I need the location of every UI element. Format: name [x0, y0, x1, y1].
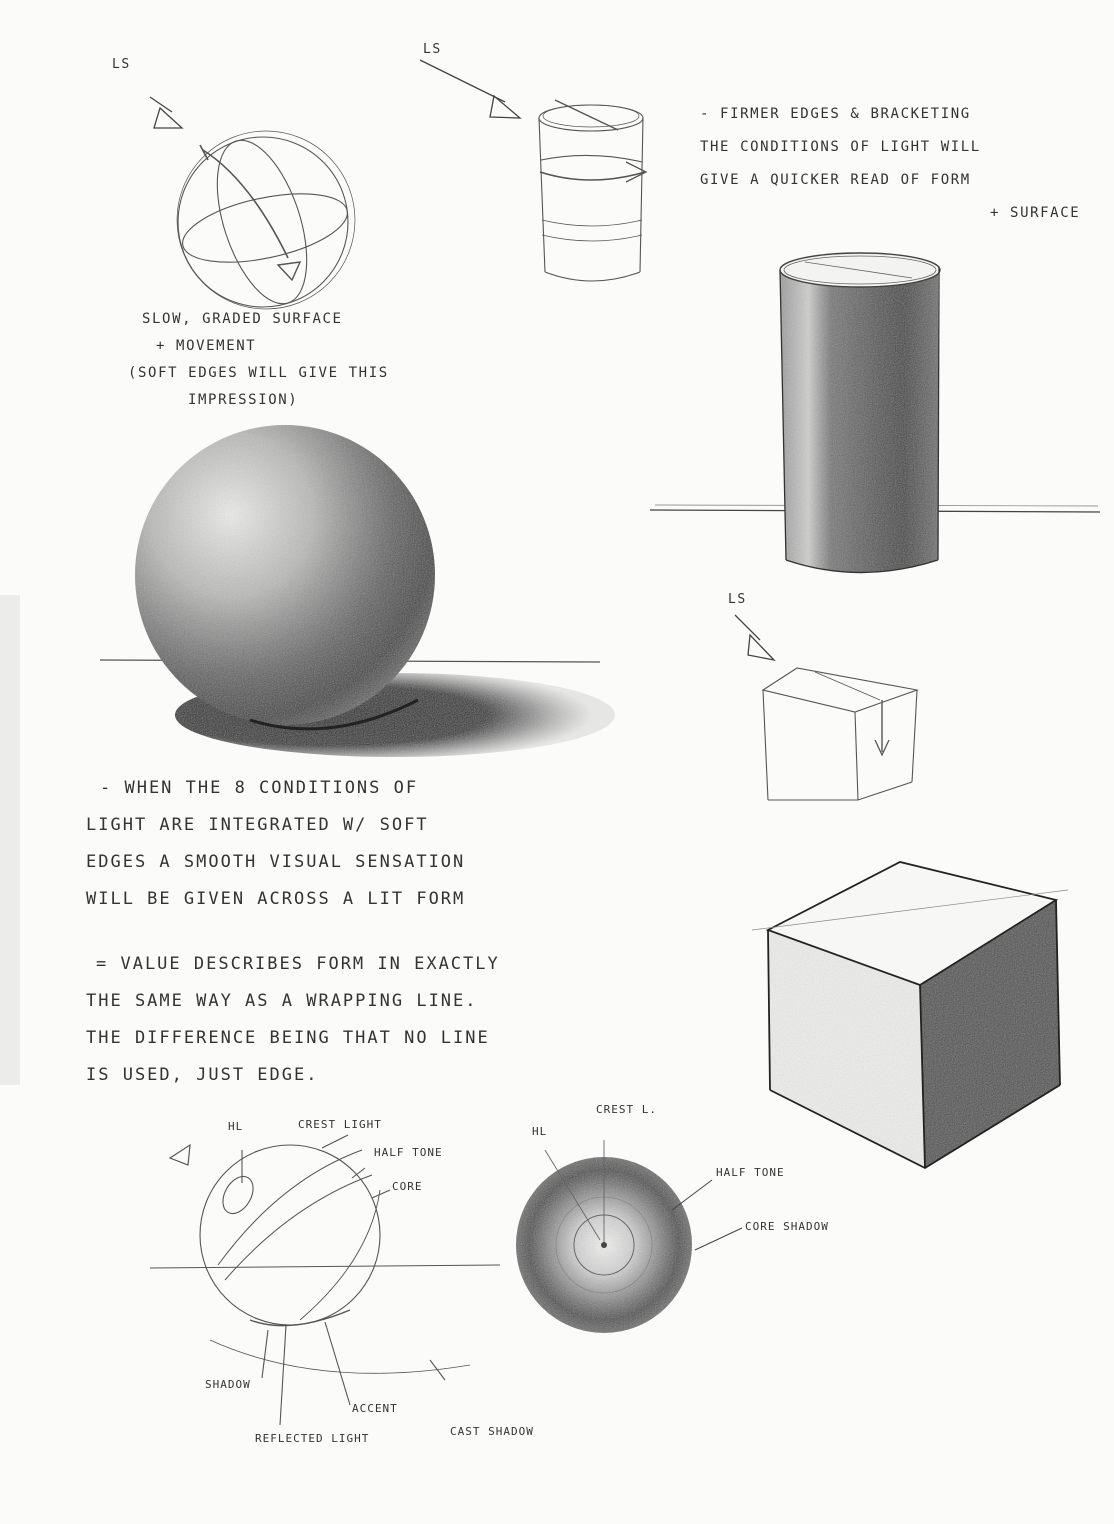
- light-arrow-2: [420, 60, 520, 118]
- label-hl: HL: [228, 1120, 244, 1133]
- shaded-sphere: [100, 425, 615, 757]
- label-crest-light: CREST LIGHT: [298, 1118, 382, 1131]
- note-line: WILL BE GIVEN ACROSS A LIT FORM: [86, 889, 466, 909]
- note-line: THE SAME WAY AS A WRAPPING LINE.: [86, 991, 478, 1011]
- label-crest-l: CREST L.: [596, 1103, 657, 1116]
- wire-cylinder: [539, 100, 646, 281]
- topview-sphere: [516, 1140, 742, 1333]
- label-core: CORE: [392, 1180, 423, 1193]
- labeled-sphere: [150, 1135, 500, 1425]
- ls-label-2: LS: [423, 42, 442, 57]
- note-line: - FIRMER EDGES & BRACKETING: [700, 106, 971, 122]
- note-line: + MOVEMENT: [156, 338, 257, 354]
- ls-label-3: LS: [728, 592, 747, 607]
- light-arrow-3: [735, 615, 774, 660]
- note-line: IMPRESSION): [188, 392, 299, 408]
- note-value-describes: [86, 946, 500, 1094]
- note-line: LIGHT ARE INTEGRATED W/ SOFT: [86, 815, 429, 835]
- label-core-shadow: CORE SHADOW: [745, 1220, 829, 1233]
- note-line: GIVE A QUICKER READ OF FORM: [700, 172, 971, 188]
- note-line: THE CONDITIONS OF LIGHT WILL: [700, 139, 981, 155]
- light-arrow-1: [150, 97, 182, 128]
- note-firmer-edges: [700, 98, 1080, 230]
- label-half-tone-2: HALF TONE: [716, 1166, 785, 1179]
- note-line: EDGES A SMOOTH VISUAL SENSATION: [86, 852, 466, 872]
- wire-cube: [763, 668, 917, 800]
- note-line: + SURFACE: [990, 205, 1081, 221]
- note-line: IS USED, JUST EDGE.: [86, 1065, 319, 1085]
- shaded-cylinder: [650, 253, 1100, 573]
- note-line: = VALUE DESCRIBES FORM IN EXACTLY: [96, 954, 500, 974]
- label-shadow: SHADOW: [205, 1378, 251, 1391]
- note-line: - WHEN THE 8 CONDITIONS OF: [100, 778, 419, 798]
- label-cast-shadow: CAST SHADOW: [450, 1425, 534, 1438]
- note-line: THE DIFFERENCE BEING THAT NO LINE: [86, 1028, 490, 1048]
- note-slow-graded: [128, 306, 389, 414]
- label-accent: ACCENT: [352, 1402, 398, 1415]
- label-half-tone: HALF TONE: [374, 1146, 443, 1159]
- wire-sphere: [177, 129, 355, 314]
- label-hl-2: HL: [532, 1125, 548, 1138]
- shaded-cube: [752, 862, 1068, 1168]
- note-line: (SOFT EDGES WILL GIVE THIS: [128, 365, 389, 381]
- note-line: SLOW, GRADED SURFACE: [142, 311, 343, 327]
- label-reflected-light: REFLECTED LIGHT: [255, 1432, 370, 1445]
- note-eight-conditions: [86, 770, 465, 918]
- ls-label-1: LS: [112, 57, 131, 72]
